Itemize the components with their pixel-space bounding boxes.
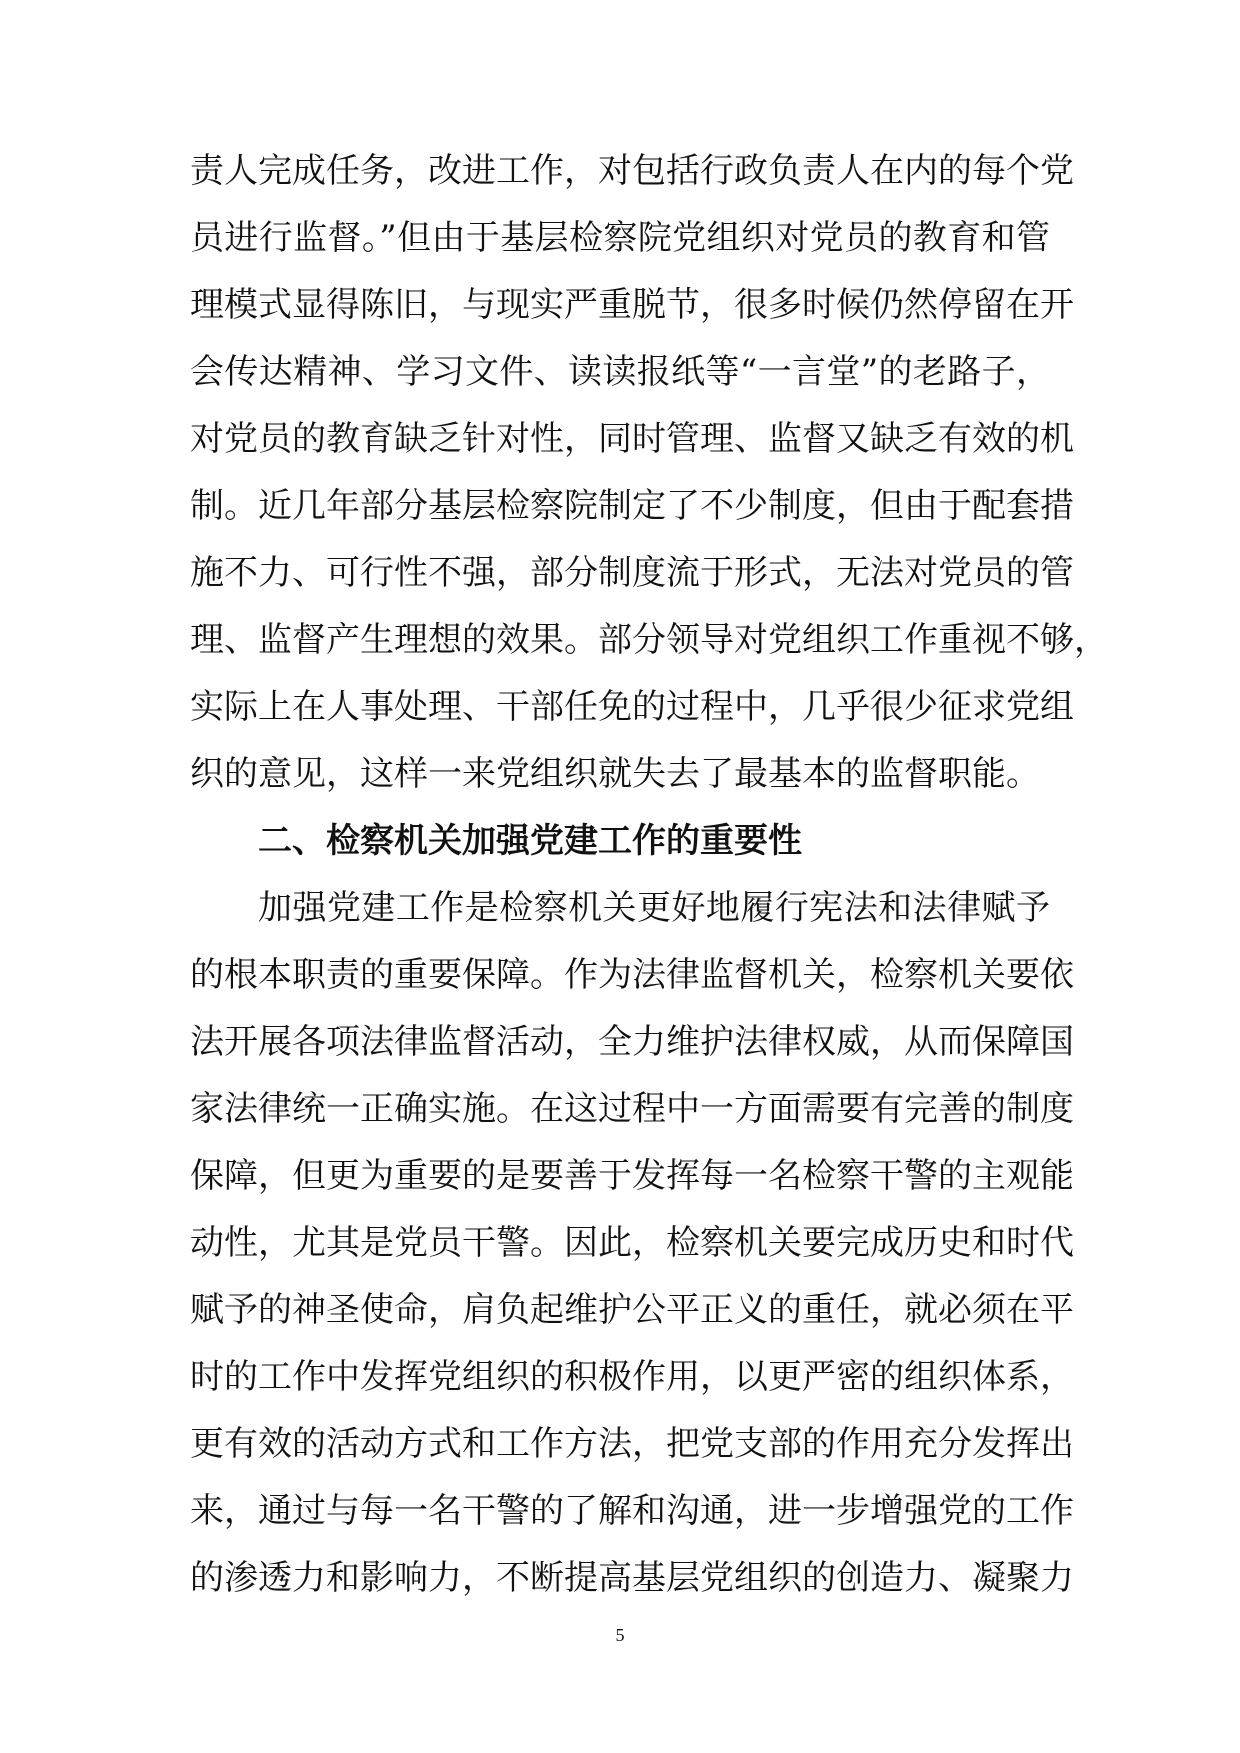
section-heading: 二、检察机关加强党建工作的重要性: [258, 821, 802, 861]
paragraph-line: 的根本职责的重要保障。作为法律监督机关，检察机关要依: [190, 955, 1074, 995]
paragraph-line: 员进行监督。”但由于基层检察院党组织对党员的教育和管: [190, 218, 1050, 258]
paragraph-line: 的渗透力和影响力，不断提高基层党组织的创造力、凝聚力: [190, 1558, 1074, 1598]
paragraph-line: 会传达精神、学习文件、读读报纸等“一言堂”的老路子，: [190, 352, 1050, 392]
paragraph-line: 保障，但更为重要的是要善于发挥每一名检察干警的主观能: [190, 1156, 1074, 1196]
paragraph-line: 来，通过与每一名干警的了解和沟通，进一步增强党的工作: [190, 1491, 1074, 1531]
paragraph-line: 时的工作中发挥党组织的积极作用，以更严密的组织体系，: [190, 1357, 1074, 1397]
paragraph-line: 责人完成任务，改进工作，对包括行政负责人在内的每个党: [190, 151, 1074, 191]
paragraph-line: 理、监督产生理想的效果。部分领导对党组织工作重视不够，: [190, 620, 1108, 660]
page-number: 5: [615, 1625, 625, 1645]
paragraph-line: 动性，尤其是党员干警。因此，检察机关要完成历史和时代: [190, 1223, 1074, 1263]
paragraph-line: 家法律统一正确实施。在这过程中一方面需要有完善的制度: [190, 1089, 1074, 1129]
paragraph-line: 织的意见，这样一来党组织就失去了最基本的监督职能。: [190, 754, 1040, 794]
paragraph-line: 更有效的活动方式和工作方法，把党支部的作用充分发挥出: [190, 1424, 1074, 1464]
paragraph-line: 法开展各项法律监督活动，全力维护法律权威，从而保障国: [190, 1022, 1074, 1062]
paragraph-line: 对党员的教育缺乏针对性，同时管理、监督又缺乏有效的机: [190, 419, 1074, 459]
paragraph-line: 制。近几年部分基层检察院制定了不少制度，但由于配套措: [190, 486, 1074, 526]
paragraph-line: 理模式显得陈旧，与现实严重脱节，很多时候仍然停留在开: [190, 285, 1074, 325]
paragraph-line: 施不力、可行性不强，部分制度流于形式，无法对党员的管: [190, 553, 1074, 593]
paragraph-line: 加强党建工作是检察机关更好地履行宪法和法律赋予: [258, 888, 1050, 928]
paragraph-line: 实际上在人事处理、干部任免的过程中，几乎很少征求党组: [190, 687, 1074, 727]
paragraph-line: 赋予的神圣使命，肩负起维护公平正义的重任，就必须在平: [190, 1290, 1074, 1330]
